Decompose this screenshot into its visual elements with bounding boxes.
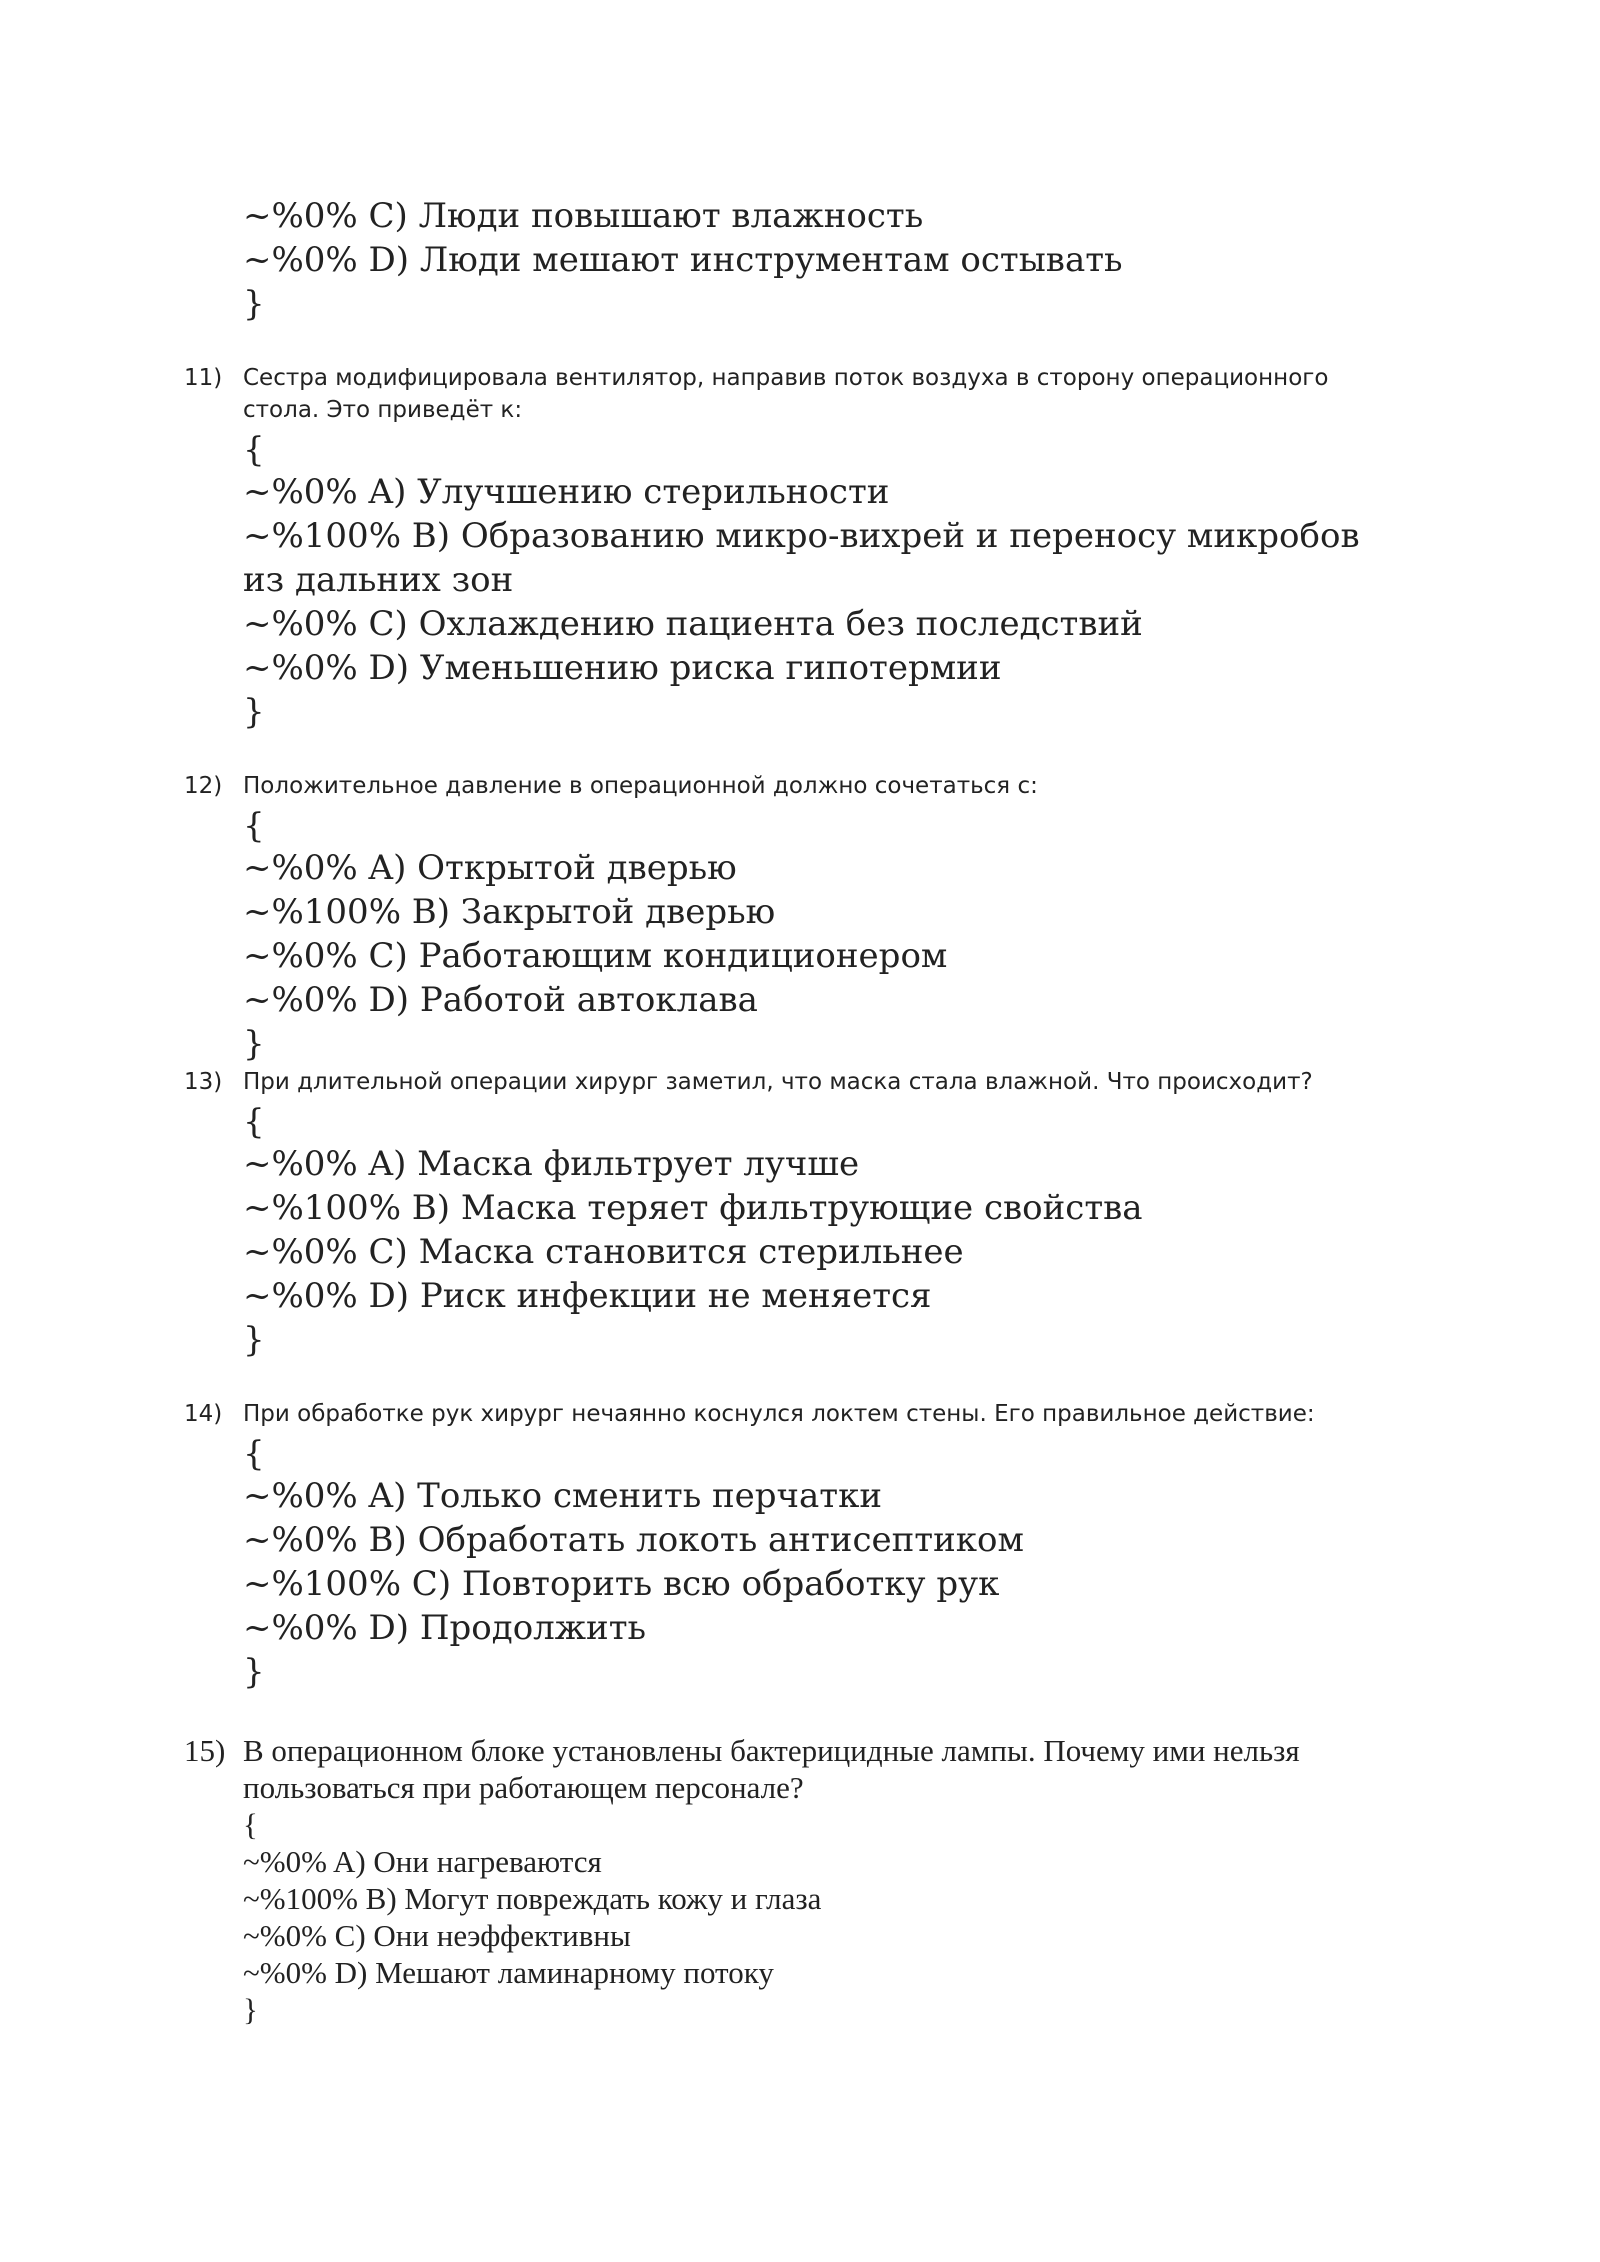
- closing-brace: }: [243, 1024, 265, 1064]
- question-text: В операционном блоке установлены бактерицидные лампы. Почему ими нельзя пользоваться при работающем персонале?: [243, 1733, 1300, 1805]
- question-number: 14): [184, 1401, 223, 1427]
- closing-brace: }: [243, 692, 265, 732]
- answer-option: ~%0% C) Охлаждению пациента без последствий: [243, 604, 1143, 644]
- opening-brace: {: [243, 1102, 265, 1142]
- answer-option: ~%0% A) Маска фильтрует лучше: [243, 1144, 860, 1184]
- answer-option: ~%0% A) Открытой дверью: [243, 848, 737, 888]
- answer-option: ~%100% B) Образованию микро-вихрей и переносу микробов из дальних зон: [243, 516, 1371, 600]
- answer-option: ~%100% B) Маска теряет фильтрующие свойства: [243, 1188, 1143, 1228]
- answer-option: ~%0% D) Уменьшению риска гипотермии: [243, 648, 1002, 688]
- closing-brace: }: [243, 1992, 258, 2027]
- closing-brace: }: [243, 1652, 265, 1692]
- answer-option: ~%0% D) Мешают ламинарному потоку: [243, 1955, 774, 1990]
- question-number: 15): [184, 1733, 226, 1768]
- answer-option: ~%0% B) Обработать локоть антисептиком: [243, 1520, 1024, 1560]
- answer-option: ~%100% C) Повторить всю обработку рук: [243, 1564, 1000, 1604]
- answer-option: ~%0% D) Люди мешают инструментам остывать: [243, 240, 1123, 280]
- answer-option: ~%0% A) Они нагреваются: [243, 1844, 602, 1879]
- answer-option: ~%0% D) Работой автоклава: [243, 980, 758, 1020]
- answer-option: ~%0% C) Маска становится стерильнее: [243, 1232, 964, 1272]
- question-text: При обработке рук хирург нечаянно коснулся локтем стены. Его правильное действие:: [243, 1401, 1315, 1427]
- answer-option: ~%0% C) Работающим кондиционером: [243, 936, 948, 976]
- question-number: 11): [184, 365, 223, 391]
- question-text: При длительной операции хирург заметил, что маска стала влажной. Что происходит?: [243, 1069, 1313, 1095]
- answer-option: ~%100% B) Закрытой дверью: [243, 892, 776, 932]
- closing-brace: }: [243, 1320, 265, 1360]
- opening-brace: {: [243, 1434, 265, 1474]
- question-text: Положительное давление в операционной должно сочетаться с:: [243, 773, 1038, 799]
- opening-brace: {: [243, 430, 265, 470]
- answer-option: ~%100% B) Могут повреждать кожу и глаза: [243, 1881, 822, 1916]
- closing-brace: }: [243, 284, 265, 324]
- question-number: 12): [184, 773, 223, 799]
- answer-option: ~%0% C) Люди повышают влажность: [243, 196, 924, 236]
- opening-brace: {: [243, 806, 265, 846]
- answer-option: ~%0% A) Улучшению стерильности: [243, 472, 890, 512]
- question-number: 13): [184, 1069, 223, 1095]
- answer-option: ~%0% D) Продолжить: [243, 1608, 647, 1648]
- question-text: Сестра модифицировала вентилятор, направив поток воздуха в сторону операционного стола. Это приведёт к:: [243, 365, 1329, 423]
- opening-brace: {: [243, 1807, 258, 1842]
- answer-option: ~%0% C) Они неэффективны: [243, 1918, 631, 1953]
- answer-option: ~%0% A) Только сменить перчатки: [243, 1476, 883, 1516]
- answer-option: ~%0% D) Риск инфекции не меняется: [243, 1276, 932, 1316]
